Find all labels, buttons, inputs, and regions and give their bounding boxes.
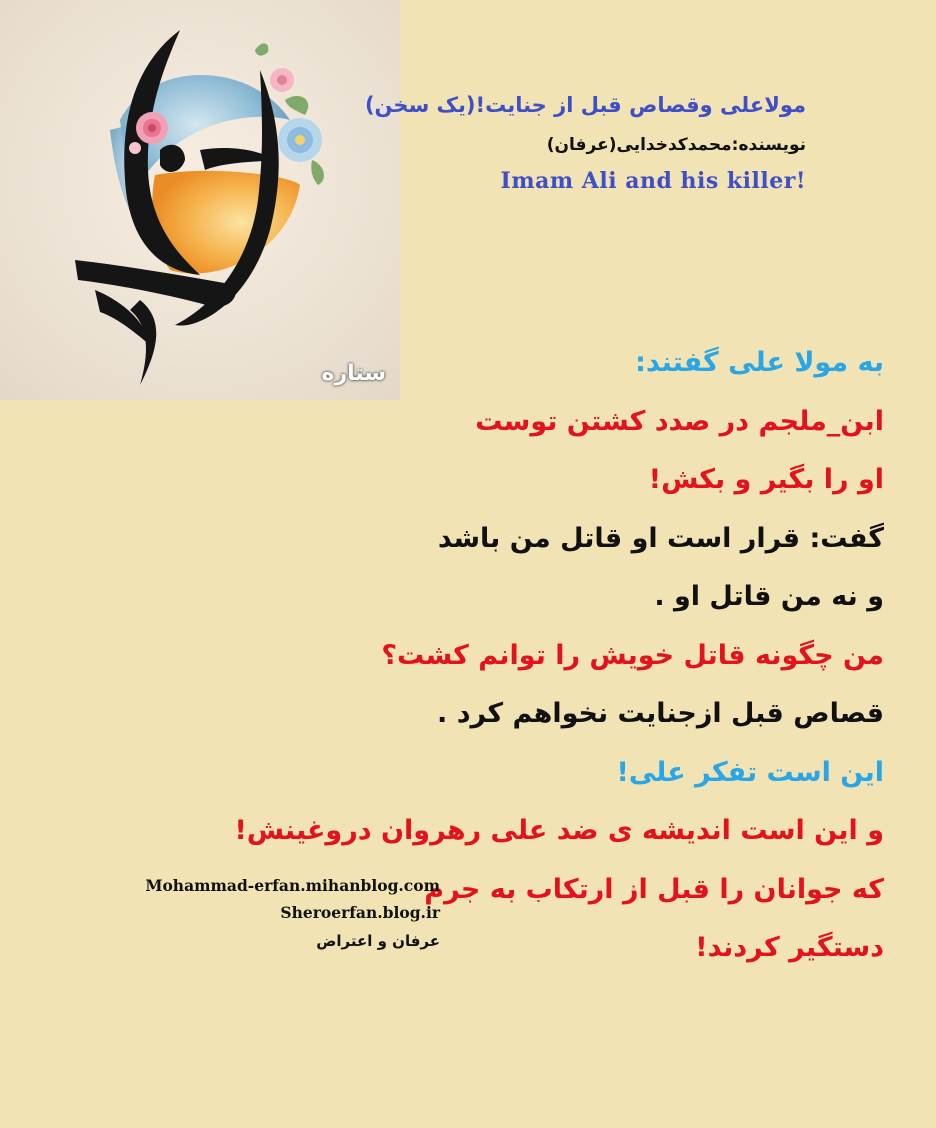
blog-url-1: Mohammad-erfan.mihanblog.com — [145, 876, 440, 895]
author-line: نویسنده:محمدکدخدایی(عرفان) — [546, 135, 806, 155]
poem-line: به مولا علی گفتند: — [635, 347, 884, 378]
poem-line: که جوانان را قبل از ارتکاب به جرم — [424, 873, 884, 905]
poem-line: و این است اندیشه ی ضد علی رهروان دروغینش! — [234, 815, 884, 846]
signature: عرفان و اعتراض — [316, 932, 440, 950]
poem-line: این است تفکر علی! — [616, 756, 884, 788]
poem-line: گفت: قرار است او قاتل من باشد — [437, 522, 884, 554]
poem-line: من چگونه قاتل خویش را توانم کشت؟ — [381, 639, 884, 671]
poem-line: قصاص قبل ازجنایت نخواهم کرد . — [437, 698, 884, 729]
poem-line: ابن_ملجم در صدد کشتن توست — [475, 405, 884, 437]
blog-url-2: Sheroerfan.blog.ir — [280, 903, 440, 922]
poem-line: دستگیر کردند! — [695, 932, 884, 963]
page-title: مولاعلی وقصاص قبل از جنایت!(یک سخن) — [364, 93, 806, 117]
poem-line: او را بگیر و بکش! — [648, 464, 884, 495]
header — [365, 90, 806, 196]
watermark-logo: ستاره — [321, 361, 386, 386]
footer-credits — [80, 872, 440, 956]
english-title: Imam Ali and his killer! — [500, 168, 806, 194]
poem-line: و نه من قاتل او . — [654, 581, 884, 612]
